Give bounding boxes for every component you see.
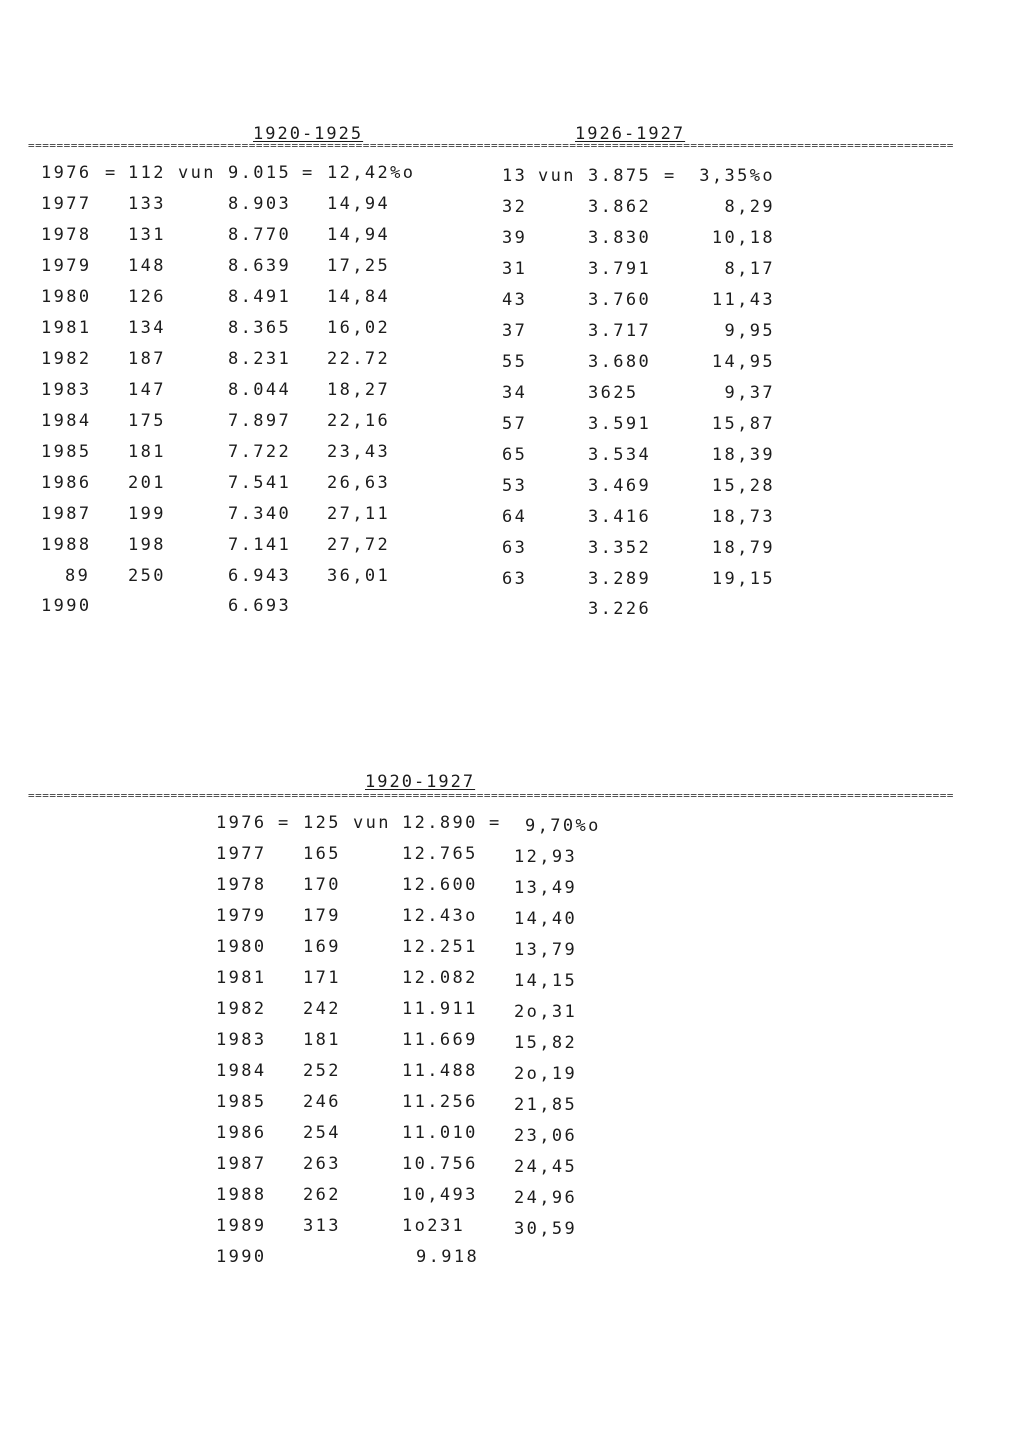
cell-year: 1989 (216, 1216, 267, 1236)
cell-year: 1981 (216, 968, 267, 988)
cell-year: 1978 (41, 225, 92, 245)
cell-count: 133 (128, 194, 166, 214)
cell-year: 1982 (216, 999, 267, 1019)
cell-population: 8.491 (228, 287, 292, 307)
cell-rate-2: 11,43 (711, 290, 775, 310)
cell-count: 170 (303, 875, 341, 895)
cell-population: 8.044 (228, 380, 292, 400)
cell-count: 125 (303, 813, 341, 833)
cell-population: 11.010 (402, 1123, 478, 1143)
cell-rate: 12,93 (514, 847, 578, 867)
cell-count: 181 (303, 1030, 341, 1050)
cell-rate: 14,84 (327, 287, 391, 307)
cell-rate: 27,11 (327, 504, 391, 524)
cell-count-2: 53 (502, 476, 528, 496)
cell-year: 1988 (41, 535, 92, 555)
cell-rate-2: 14,95 (711, 352, 775, 372)
cell-year: 1977 (216, 844, 267, 864)
cell-population-2: 3.534 (588, 445, 652, 465)
cell-year: 89 (65, 566, 91, 586)
cell-population: 7.141 (228, 535, 292, 555)
separator-line: ================================================================================================================================== (28, 140, 954, 152)
cell-rate-2: 8,17 (724, 259, 775, 279)
cell-year: 1984 (216, 1061, 267, 1081)
cell-population: 1o231 (402, 1216, 466, 1236)
cell-population: 7.340 (228, 504, 292, 524)
cell-year: 1986 (41, 473, 92, 493)
cell-year: 1988 (216, 1185, 267, 1205)
cell-year: 1978 (216, 875, 267, 895)
cell-rate: 27,72 (327, 535, 391, 555)
cell-population-2: 3.830 (588, 228, 652, 248)
cell-count: 112 (128, 163, 166, 183)
cell-count-2: 57 (502, 414, 528, 434)
cell-count: 179 (303, 906, 341, 926)
cell-count: 171 (303, 968, 341, 988)
cell-rate: 14,40 (514, 909, 578, 929)
header-1926-1927: 1926-1927 (575, 124, 686, 144)
cell-rate: 17,25 (327, 256, 391, 276)
cell-population: 7.541 (228, 473, 292, 493)
cell-rate: 24,45 (514, 1157, 578, 1177)
cell-population: 12.251 (402, 937, 478, 957)
cell-count-2: 31 (502, 259, 528, 279)
cell-vun: vun (353, 813, 391, 833)
cell-population: 9.015 (228, 163, 292, 183)
cell-rate-2: 10,18 (711, 228, 775, 248)
cell-year: 1984 (41, 411, 92, 431)
cell-population: 11.488 (402, 1061, 478, 1081)
cell-rate: 24,96 (514, 1188, 578, 1208)
cell-count: 262 (303, 1185, 341, 1205)
cell-count: 169 (303, 937, 341, 957)
cell-rate: 22,16 (327, 411, 391, 431)
cell-population: 10.756 (402, 1154, 478, 1174)
cell-rate: 18,27 (327, 380, 391, 400)
cell-year: 1990 (41, 596, 92, 616)
cell-population: 10,493 (402, 1185, 478, 1205)
header-1920-1927: 1920-1927 (365, 772, 476, 792)
cell-year: 1983 (41, 380, 92, 400)
cell-population-2: 3.791 (588, 259, 652, 279)
cell-count: 250 (128, 566, 166, 586)
cell-year: 1976 (216, 813, 267, 833)
cell-population: 7.722 (228, 442, 292, 462)
cell-count: 175 (128, 411, 166, 431)
cell-population: 11.911 (402, 999, 478, 1019)
cell-count-2: 64 (502, 507, 528, 527)
cell-count: 246 (303, 1092, 341, 1112)
cell-rate-2: 18,79 (711, 538, 775, 558)
cell-count: 148 (128, 256, 166, 276)
cell-rate-2: 15,87 (711, 414, 775, 434)
cell-count: 187 (128, 349, 166, 369)
cell-count: 147 (128, 380, 166, 400)
separator-line: ================================================================================================================================== (28, 790, 954, 802)
cell-count-2: 13 (502, 166, 528, 186)
cell-population: 11.669 (402, 1030, 478, 1050)
cell-equals: = (105, 163, 118, 183)
cell-population-2: 3.469 (588, 476, 652, 496)
cell-rate: 30,59 (514, 1219, 578, 1239)
cell-count-2: 37 (502, 321, 528, 341)
cell-rate: 13,49 (514, 878, 578, 898)
cell-population: 6.943 (228, 566, 292, 586)
cell-population: 8.231 (228, 349, 292, 369)
cell-count: 254 (303, 1123, 341, 1143)
cell-year: 1987 (41, 504, 92, 524)
cell-population-2: 3.862 (588, 197, 652, 217)
cell-population: 11.256 (402, 1092, 478, 1112)
cell-year: 1981 (41, 318, 92, 338)
cell-year: 1983 (216, 1030, 267, 1050)
cell-count-2: 65 (502, 445, 528, 465)
cell-rate: 16,02 (327, 318, 391, 338)
cell-year: 1985 (41, 442, 92, 462)
cell-population-2: 3.875 (588, 166, 652, 186)
cell-rate: 23,43 (327, 442, 391, 462)
cell-population: 8.903 (228, 194, 292, 214)
cell-population: 12.600 (402, 875, 478, 895)
cell-count-2: 63 (502, 569, 528, 589)
cell-rate: 15,82 (514, 1033, 578, 1053)
cell-year: 1985 (216, 1092, 267, 1112)
cell-rate-2: 9,37 (724, 383, 775, 403)
cell-population-2: 3.680 (588, 352, 652, 372)
cell-population-2: 3.416 (588, 507, 652, 527)
cell-count-2: 34 (502, 383, 528, 403)
cell-year: 1980 (216, 937, 267, 957)
cell-year: 1986 (216, 1123, 267, 1143)
cell-vun: vun (538, 166, 576, 186)
cell-rate-2: 8,29 (724, 197, 775, 217)
cell-equals: = (302, 163, 315, 183)
cell-count: 126 (128, 287, 166, 307)
cell-year: 1987 (216, 1154, 267, 1174)
cell-rate: 36,01 (327, 566, 391, 586)
cell-population: 12.890 (402, 813, 478, 833)
cell-equals: = (664, 166, 677, 186)
cell-year: 1979 (216, 906, 267, 926)
cell-rate: 14,94 (327, 225, 391, 245)
cell-equals: = (278, 813, 291, 833)
cell-rate-2: 9,95 (724, 321, 775, 341)
cell-population: 12.082 (402, 968, 478, 988)
cell-rate: 22.72 (327, 349, 391, 369)
cell-count-2: 43 (502, 290, 528, 310)
cell-count-2: 55 (502, 352, 528, 372)
cell-population: 8.365 (228, 318, 292, 338)
cell-population-2: 3.591 (588, 414, 652, 434)
cell-population-2: 3625 (588, 383, 639, 403)
cell-count: 201 (128, 473, 166, 493)
cell-count: 242 (303, 999, 341, 1019)
cell-rate: 2o,19 (514, 1064, 578, 1084)
cell-population: 7.897 (228, 411, 292, 431)
cell-population-2: 3.352 (588, 538, 652, 558)
cell-count: 134 (128, 318, 166, 338)
cell-population-2: 3.289 (588, 569, 652, 589)
cell-equals: = (489, 813, 502, 833)
cell-rate-2: 19,15 (711, 569, 775, 589)
cell-count: 181 (128, 442, 166, 462)
cell-count-2: 32 (502, 197, 528, 217)
cell-count-2: 63 (502, 538, 528, 558)
cell-rate: 2o,31 (514, 1002, 578, 1022)
cell-rate-2: 3,35%o (699, 166, 775, 186)
cell-rate-2: 18,39 (711, 445, 775, 465)
cell-vun: vun (178, 163, 216, 183)
cell-rate: 23,06 (514, 1126, 578, 1146)
cell-count: 263 (303, 1154, 341, 1174)
cell-rate: 9,70%o (525, 816, 601, 836)
cell-count: 313 (303, 1216, 341, 1236)
cell-count: 198 (128, 535, 166, 555)
cell-count: 131 (128, 225, 166, 245)
cell-rate: 14,94 (327, 194, 391, 214)
cell-population: 8.639 (228, 256, 292, 276)
cell-population: 9.918 (416, 1247, 480, 1267)
cell-year: 1990 (216, 1247, 267, 1267)
cell-population-2: 3.760 (588, 290, 652, 310)
cell-rate: 13,79 (514, 940, 578, 960)
cell-rate: 26,63 (327, 473, 391, 493)
cell-count-2: 39 (502, 228, 528, 248)
cell-rate-2: 15,28 (711, 476, 775, 496)
cell-rate: 21,85 (514, 1095, 578, 1115)
cell-year: 1976 (41, 163, 92, 183)
cell-count: 199 (128, 504, 166, 524)
cell-population: 12.43o (402, 906, 478, 926)
cell-rate: 12,42%o (327, 163, 416, 183)
cell-year: 1982 (41, 349, 92, 369)
cell-population: 6.693 (228, 596, 292, 616)
cell-population-2: 3.717 (588, 321, 652, 341)
cell-population: 8.770 (228, 225, 292, 245)
cell-count: 252 (303, 1061, 341, 1081)
cell-year: 1980 (41, 287, 92, 307)
cell-rate-2: 18,73 (711, 507, 775, 527)
cell-year: 1977 (41, 194, 92, 214)
cell-population-2: 3.226 (588, 599, 652, 619)
cell-rate: 14,15 (514, 971, 578, 991)
header-1920-1925: 1920-1925 (253, 124, 364, 144)
cell-population: 12.765 (402, 844, 478, 864)
cell-count: 165 (303, 844, 341, 864)
cell-year: 1979 (41, 256, 92, 276)
